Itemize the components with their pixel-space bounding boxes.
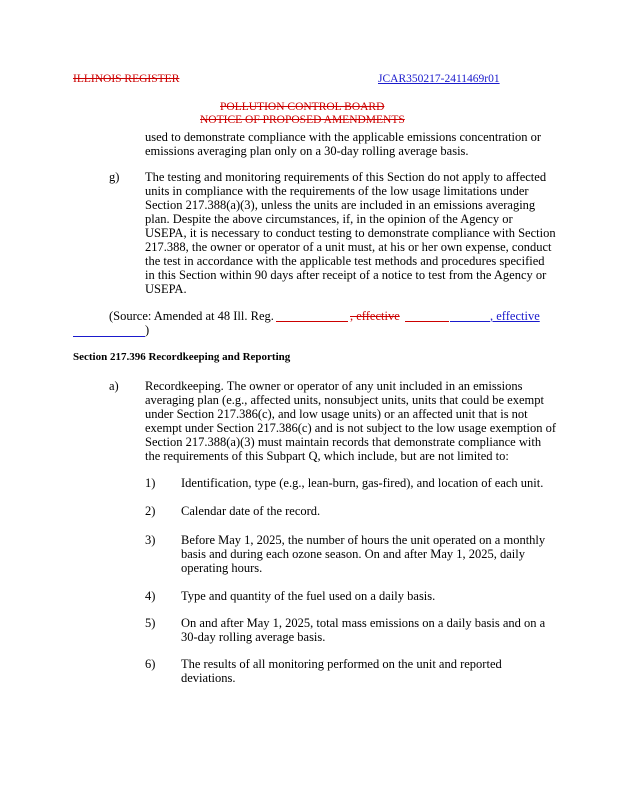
- continuation-line: used to demonstrate compliance with the applicable emissions concentration or: [145, 130, 542, 144]
- continuation-text: [145, 130, 541, 158]
- para-line: Recordkeeping. The owner or operator of any unit included in an emissions: [145, 379, 523, 393]
- para-line: the test in accordance with the applicable test methods and procedures specified: [145, 254, 545, 268]
- para-line: in this Section within 90 days after receipt of a notice to test from the Agency or: [145, 268, 547, 282]
- source-blank-red-2: [405, 321, 449, 322]
- board-title: POLLUTION CONTROL BOARD: [220, 101, 385, 113]
- para-g-text: [145, 170, 556, 296]
- item-line: Before May 1, 2025, the number of hours the unit operated on a monthly: [181, 533, 546, 547]
- source-effective-red: , effective: [350, 309, 400, 323]
- item-line: operating hours.: [181, 561, 263, 575]
- para-line: plan. Despite the above circumstances, if, in the opinion of the Agency or: [145, 212, 513, 226]
- source-effective-blue: , effective: [490, 309, 540, 323]
- item-line: Calendar date of the record.: [181, 504, 321, 518]
- item-line: Identification, type (e.g., lean-burn, gas-fired), and location of each unit.: [181, 476, 544, 490]
- para-line: 217.388, the owner or operator of a unit must, at his or her own expense, conduct: [145, 240, 552, 254]
- jcar-code: JCAR350217-2411469r01: [378, 73, 500, 85]
- item-6-text: [181, 657, 502, 685]
- item-1-num: 1): [145, 476, 156, 490]
- item-line: The results of all monitoring performed on the unit and reported: [181, 657, 502, 671]
- item-line: Type and quantity of the fuel used on a daily basis.: [181, 589, 436, 603]
- item-line: 30-day rolling average basis.: [181, 630, 326, 644]
- source-prefix: (Source: Amended at 48 Ill. Reg.: [109, 309, 274, 323]
- item-5-text: [181, 616, 545, 644]
- item-6-num: 6): [145, 657, 156, 671]
- item-line: deviations.: [181, 671, 236, 685]
- item-line: basis and during each ozone season. On and after May 1, 2025, daily: [181, 547, 526, 561]
- item-line: On and after May 1, 2025, total mass emissions on a daily basis and on a: [181, 616, 546, 630]
- item-3-num: 3): [145, 533, 156, 547]
- para-line: units in compliance with the requirements of the low usage limitations under: [145, 184, 529, 198]
- section-heading: Section 217.396 Recordkeeping and Reporting: [73, 351, 291, 363]
- item-5-num: 5): [145, 616, 156, 630]
- register-title: ILLINOIS REGISTER: [73, 73, 180, 85]
- item-1-text: [181, 476, 543, 490]
- para-line: the requirements of this Subpart Q, which include, but are not limited to:: [145, 449, 509, 463]
- para-g-label: g): [109, 170, 120, 184]
- para-line: under Section 217.386(c), and low usage units) or an affected unit that is not: [145, 407, 528, 421]
- source-note: [109, 309, 274, 324]
- item-4-text: [181, 589, 435, 603]
- source-blank-red: [276, 321, 348, 322]
- para-line: The testing and monitoring requirements of this Section do not apply to affected: [145, 170, 547, 184]
- para-line: averaging plan (e.g., affected units, nonsubject units, units that could be exempt: [145, 393, 544, 407]
- source-close: ): [145, 323, 150, 337]
- item-3-text: [181, 533, 545, 575]
- source-blank-blue-2: [73, 336, 145, 337]
- item-2-text: [181, 504, 320, 518]
- item-4-num: 4): [145, 589, 156, 603]
- para-line: USEPA.: [145, 282, 187, 296]
- para-a-label: a): [109, 379, 119, 393]
- para-line: Section 217.388(a)(3), unless the units are included in an emissions averaging: [145, 198, 536, 212]
- para-line: Section 217.388(a)(3) must maintain records that demonstrate compliance with: [145, 435, 542, 449]
- continuation-line: emissions averaging plan only on a 30-day rolling average basis.: [145, 144, 469, 158]
- para-line: exempt under Section 217.386(c) and is not subject to the low usage exemption of: [145, 421, 557, 435]
- item-2-num: 2): [145, 504, 156, 518]
- para-line: USEPA, it is necessary to conduct testing to demonstrate compliance with Section: [145, 226, 556, 240]
- source-blank-blue: [450, 321, 490, 322]
- notice-title: NOTICE OF PROPOSED AMENDMENTS: [200, 114, 405, 126]
- para-a-text: [145, 379, 556, 463]
